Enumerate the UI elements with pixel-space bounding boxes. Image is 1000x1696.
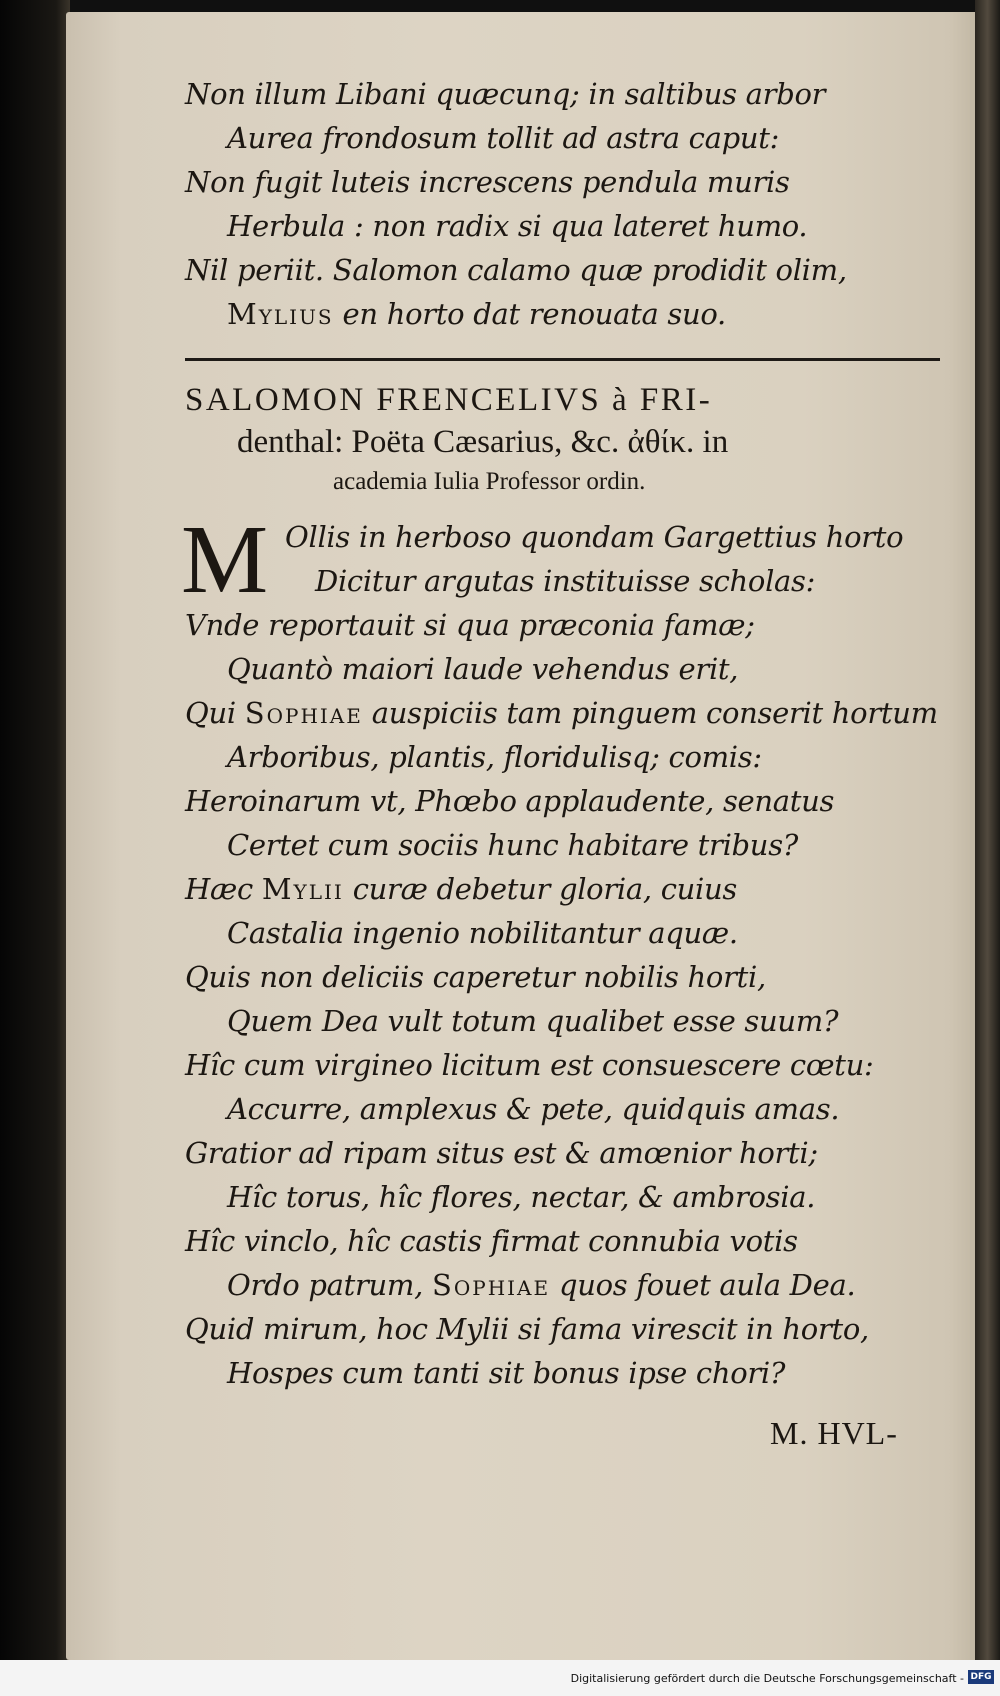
verse-line: Castalia ingenio nobilitantur aquæ. — [227, 916, 738, 950]
verse-line — [185, 292, 945, 336]
heading-line-1: SALOMON FRENCELIVS à FRI- — [185, 382, 713, 418]
verse-line: Ollis in herboso quondam Gargettius horto — [285, 520, 904, 554]
mylii-smallcaps: Mylii — [261, 872, 344, 906]
poem-1 — [185, 72, 945, 336]
verse-line — [185, 867, 945, 911]
verse-line: Quantò maiori laude vehendus erit, — [227, 652, 739, 686]
verse-line: Nil periit. Salomon calamo quæ prodidit olim, — [185, 253, 847, 287]
catchword: M. HVL- — [770, 1415, 898, 1451]
verse-line: Vnde reportauit si qua præconia famæ; — [185, 608, 755, 642]
horizontal-rule — [185, 358, 940, 361]
verse-line: Accurre, amplexus & pete, quidquis amas. — [227, 1092, 840, 1126]
verse-line: Quem Dea vult totum qualibet esse suum? — [227, 1004, 839, 1038]
verse-line — [185, 691, 945, 735]
verse-text: curæ debetur gloria, cuius — [343, 872, 737, 906]
verse-line — [185, 1263, 945, 1307]
verse-text: Ordo patrum, — [227, 1268, 432, 1302]
heading-line-3: academia Iulia Professor ordin. — [333, 468, 646, 495]
verse-line: Non illum Libani quæcunq; in saltibus arbor — [185, 77, 826, 111]
verse-line: Non fugit luteis increscens pendula muris — [185, 165, 790, 199]
drop-cap: M — [181, 506, 269, 614]
verse-line: Quis non deliciis caperetur nobilis horti, — [185, 960, 766, 994]
verse-line: Dicitur argutas instituisse scholas: — [315, 564, 816, 598]
verse-text: en horto dat renouata suo. — [333, 297, 726, 331]
funding-credit: Digitalisierung gefördert durch die Deutsche Forschungsgemeinschaft - — [570, 1672, 964, 1685]
heading-line-2: denthal: Poëta Cæsarius, &c. ἀθίκ. in — [237, 424, 729, 460]
verse-line: Hîc vinclo, hîc castis firmat connubia votis — [185, 1224, 798, 1258]
verse-text: Hæc — [185, 872, 262, 906]
verse-line: Certet cum sociis hunc habitare tribus? — [227, 828, 799, 862]
verse-line: Hîc torus, hîc flores, nectar, & ambrosia. — [227, 1180, 816, 1214]
sophiae-smallcaps: Sophiae — [244, 696, 363, 730]
verse-line: Gratior ad ripam situs est & amœnior horti; — [185, 1136, 818, 1170]
verse-line: Arboribus, plantis, floridulisq; comis: — [227, 740, 762, 774]
verse-text: Qui — [185, 696, 245, 730]
poem-2 — [181, 506, 945, 1395]
page-edge — [975, 0, 1000, 1660]
poem-2-heading — [185, 379, 945, 501]
verse-text: quos fouet aula Dea. — [550, 1268, 856, 1302]
verse-line: Aurea frondosum tollit ad astra caput: — [227, 121, 780, 155]
author-name-smallcaps: Mylius — [227, 297, 334, 331]
verse-text: auspiciis tam pinguem conserit hortum — [362, 696, 938, 730]
dfg-logo-icon: DFG — [968, 1670, 994, 1684]
left-shadow — [0, 0, 70, 1660]
verse-line: Hospes cum tanti sit bonus ipse chori? — [227, 1356, 786, 1390]
verse-line: Quid mirum, hoc Mylii si fama virescit in horto, — [185, 1312, 869, 1346]
footer-bar — [0, 1660, 1000, 1696]
text-block — [181, 72, 945, 1395]
sophiae-smallcaps: Sophiae — [431, 1268, 551, 1302]
verse-line: Hîc cum virgineo licitum est consuescere cœtu: — [185, 1048, 874, 1082]
verse-line: Heroinarum vt, Phœbo applaudente, senatus — [185, 784, 835, 818]
verse-line: Herbula : non radix si qua lateret humo. — [227, 209, 808, 243]
